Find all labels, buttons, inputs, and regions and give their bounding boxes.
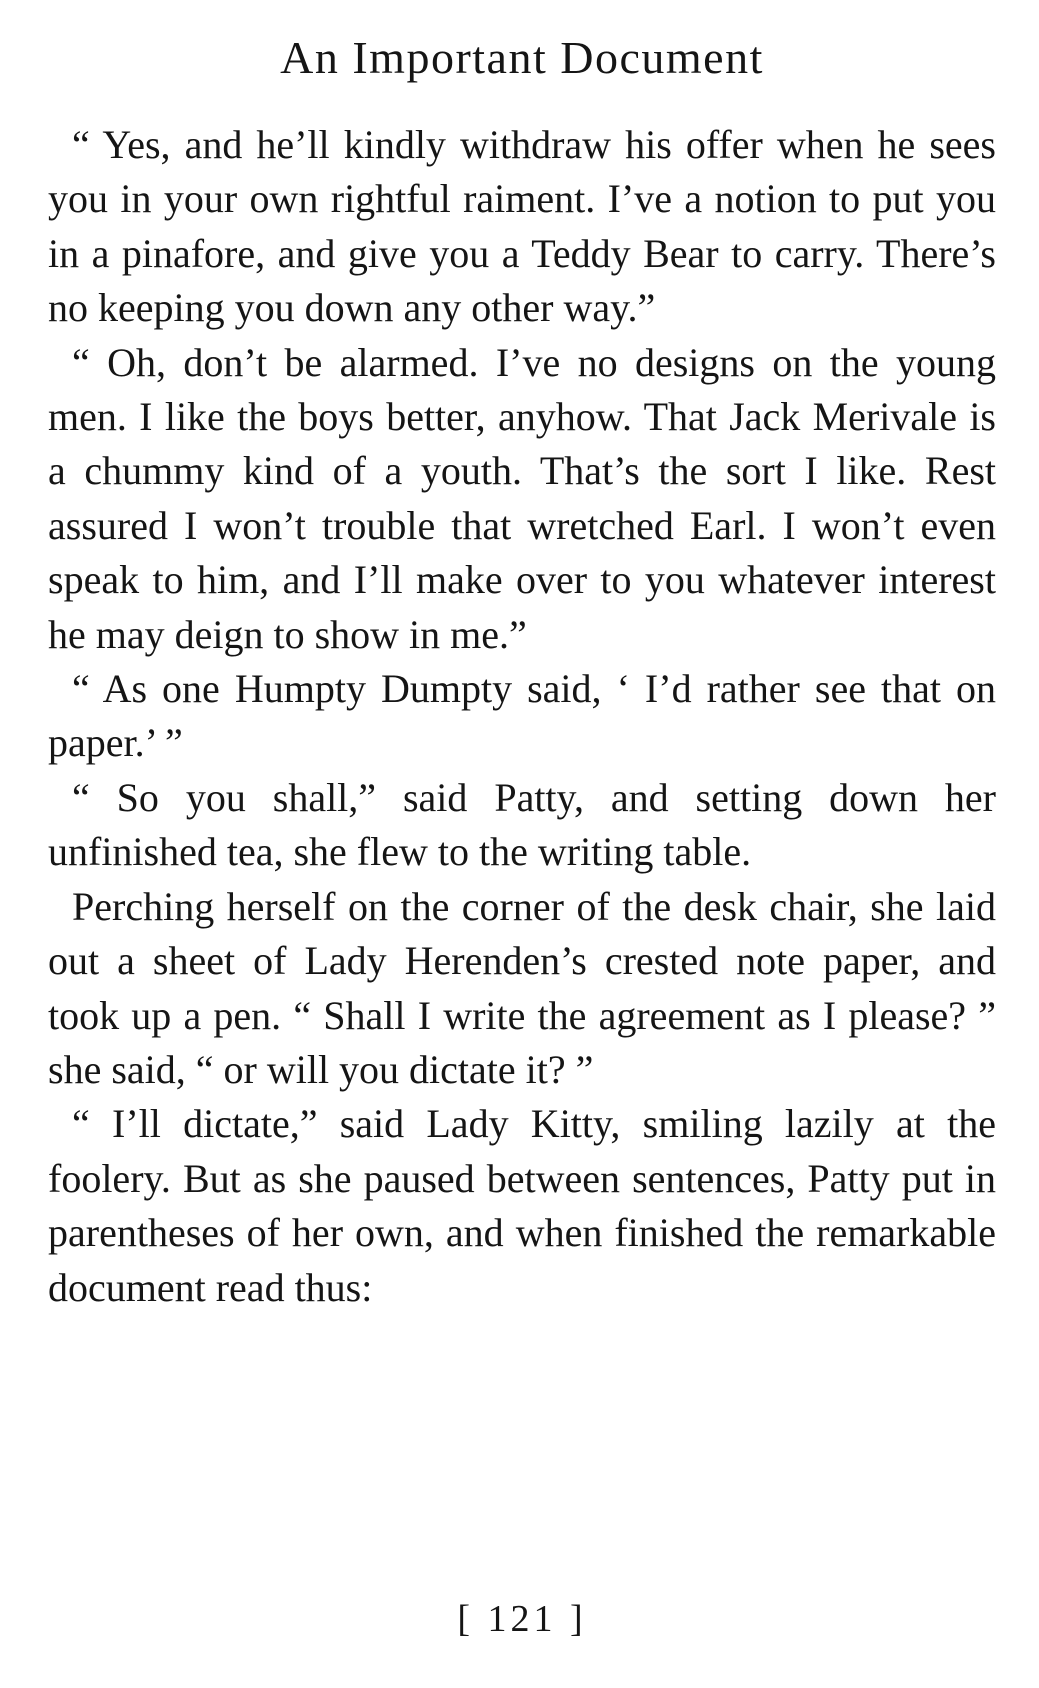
paragraph: “ So you shall,” said Patty, and setting down her unfinished tea, she flew to the writing table. bbox=[48, 774, 996, 875]
paragraph: “ As one Humpty Dumpty said, ‘ I’d rather see that on paper.’ ” bbox=[48, 666, 996, 766]
body-text bbox=[48, 118, 996, 1315]
running-head: An Important Document bbox=[280, 32, 764, 83]
page-number: [ 121 ] bbox=[457, 1598, 587, 1640]
paragraph: “ Oh, don’t be alarmed. I’ve no designs on the young men. I like the boys better, anyhow. That Jack Merivale is a chummy kind of a youth. That’s the sort I like. Rest assured I won’t trouble that wretched Earl. I won’t even speak to him, and I’ll make over to you whatever interest he may deign to show in me.” bbox=[48, 339, 996, 657]
paragraph: “ Yes, and he’ll kindly withdraw his offer when he sees you in your own rightful raiment. I’ve a notion to put you in a pinafore, and give you a Teddy Bear to carry. There’s no keeping you down any other way.” bbox=[48, 122, 996, 331]
paragraph: Perching herself on the corner of the desk chair, she laid out a sheet of Lady Herenden’s crested note paper, and took up a pen. “ Shall I write the agreement as I please? ” she said, “ or will you dictate it? ” bbox=[48, 883, 996, 1092]
paragraph: “ I’ll dictate,” said Lady Kitty, smiling lazily at the foolery. But as she paused between sentences, Patty put in parentheses of her own, and when finished the remarkable document read thus: bbox=[48, 1101, 996, 1310]
book-page bbox=[48, 0, 996, 1688]
